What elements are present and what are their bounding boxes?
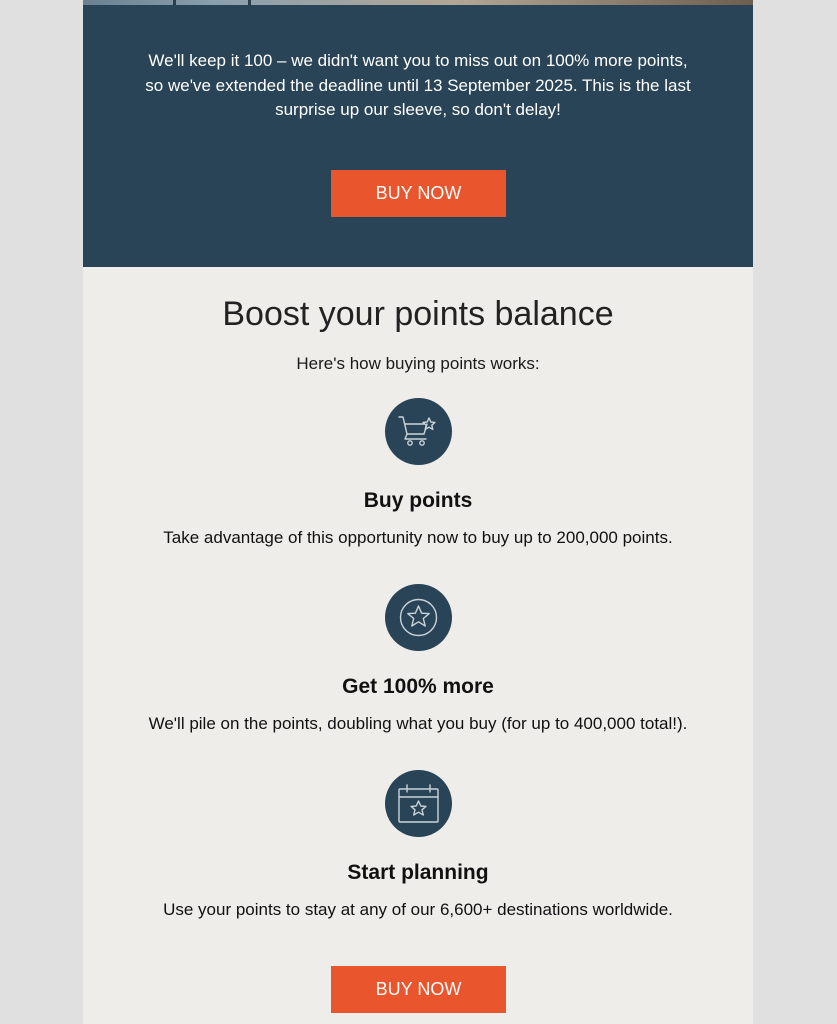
section-intro: Here's how buying points works: bbox=[296, 354, 540, 373]
step-description-get-more: We'll pile on the points, doubling what you buy (for up to 400,000 total!). bbox=[148, 714, 688, 733]
step-title-buy-points: Buy points bbox=[363, 489, 473, 512]
step-title-get-more: Get 100% more bbox=[342, 675, 494, 698]
shopping-cart-star-icon bbox=[385, 398, 452, 465]
buy-now-button-top[interactable]: BUY NOW bbox=[331, 170, 506, 217]
star-badge-icon bbox=[385, 584, 452, 651]
calendar-star-icon bbox=[385, 770, 452, 837]
step-description-start-planning: Use your points to stay at any of our 6,600+ destinations worldwide. bbox=[163, 900, 673, 919]
step-description-buy-points: Take advantage of this opportunity now to buy up to 200,000 points. bbox=[163, 528, 673, 547]
email-body bbox=[83, 0, 753, 1024]
banner-message: We'll keep it 100 – we didn't want you to miss out on 100% more points, so we've extended the deadline until 13 September 2025. This is the last surprise up our sleeve, so don't delay! bbox=[145, 51, 691, 119]
section-heading: Boost your points balance bbox=[222, 295, 614, 333]
buy-now-button-bottom[interactable]: BUY NOW bbox=[331, 966, 506, 1013]
step-title-start-planning: Start planning bbox=[347, 861, 489, 884]
promo-banner bbox=[83, 5, 753, 267]
